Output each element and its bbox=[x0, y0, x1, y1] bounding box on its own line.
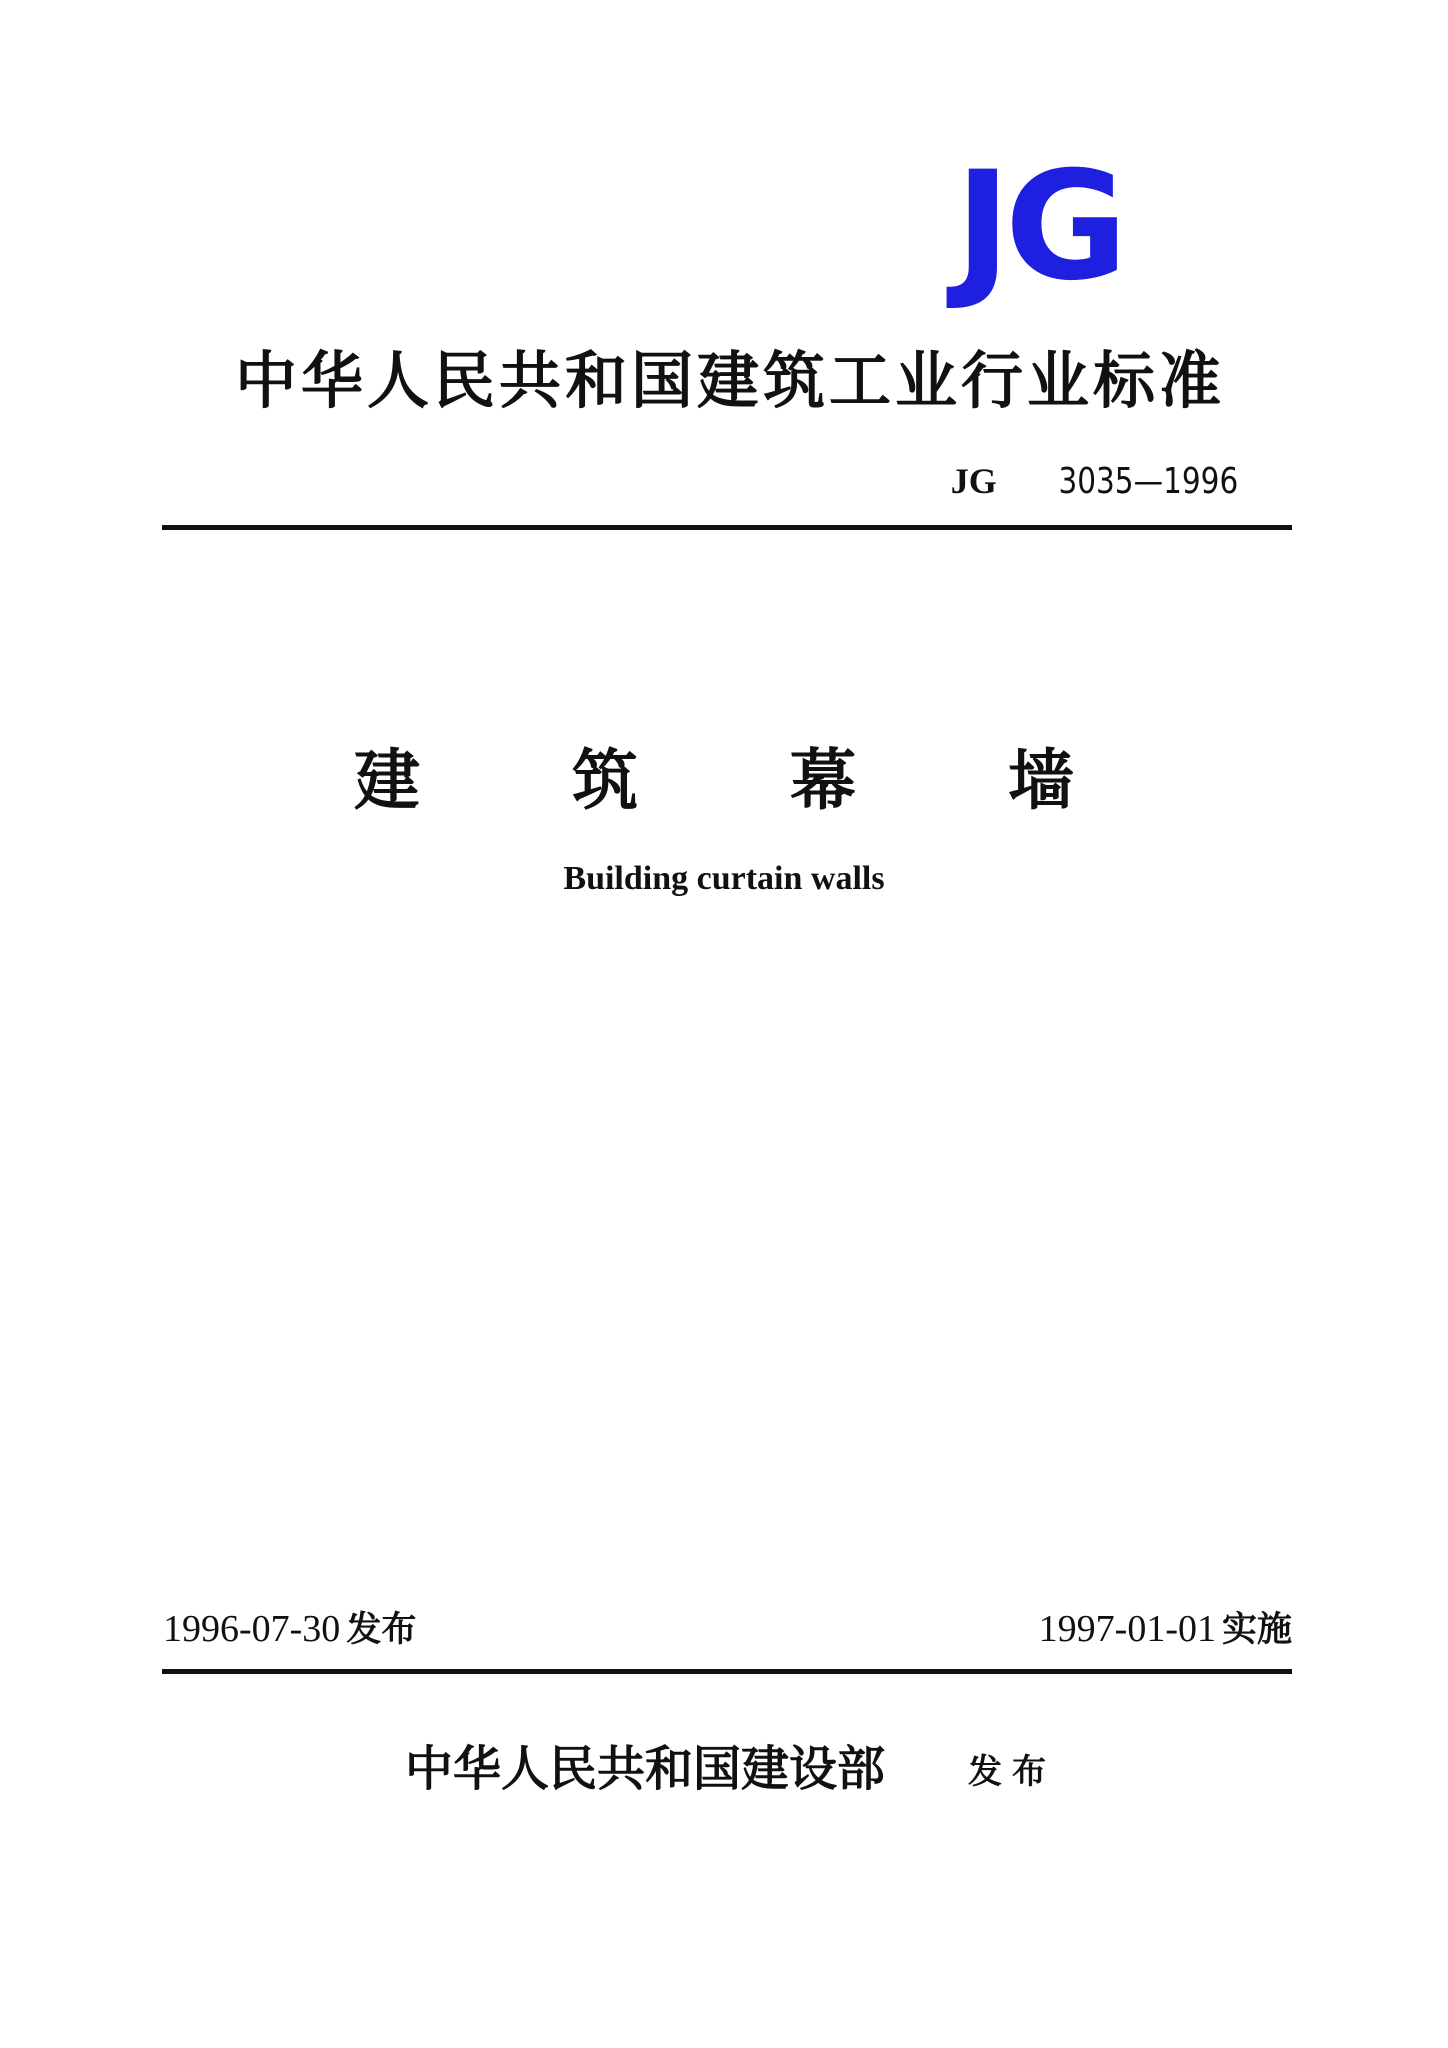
issued-date: 1996-07-30 bbox=[163, 1608, 341, 1650]
document-subtitle: Building curtain walls bbox=[563, 860, 885, 897]
header-rule bbox=[162, 525, 1292, 530]
standard-title: 中华人民共和国建筑工业行业标准 bbox=[234, 344, 1225, 417]
effective-date: 1997-01-01 bbox=[1038, 1608, 1216, 1650]
standard-number bbox=[951, 463, 1238, 500]
jg-logo: JG bbox=[955, 140, 1122, 314]
footer-rule bbox=[162, 1669, 1292, 1674]
effective-date-line bbox=[1039, 1610, 1292, 1648]
publish-label: 发布 bbox=[968, 1752, 1056, 1792]
publisher-name: 中华人民共和国建设部 bbox=[405, 1741, 886, 1797]
effective-label: 实施 bbox=[1221, 1610, 1292, 1650]
issued-date-line bbox=[163, 1610, 416, 1648]
standard-number-prefix: JG bbox=[950, 461, 997, 501]
document-title: 建筑幕墙 bbox=[354, 742, 1226, 819]
issued-label: 发布 bbox=[346, 1610, 417, 1650]
standard-number-value: 3035—1996 bbox=[1058, 461, 1238, 502]
